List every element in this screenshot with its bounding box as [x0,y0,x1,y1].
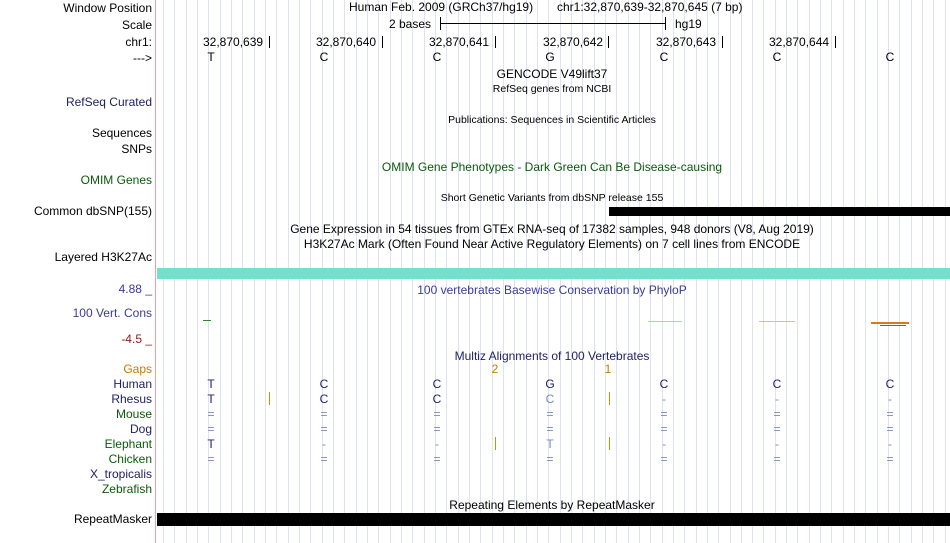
position-tick [382,36,383,48]
refseq-track-label[interactable]: RefSeq Curated [65,95,152,109]
position-tick [495,36,496,48]
chrom-label: chr1: [125,35,152,49]
strand-base: C [885,50,895,64]
conservation-signal [648,321,682,322]
dbsnp-feature[interactable] [609,207,950,216]
alignment-base: = [207,407,215,421]
alignment-base: G [545,377,555,391]
gap-count: 2 [491,362,499,376]
position-tick [269,36,270,48]
scale-db: hg19 [675,17,702,31]
alignment-base: - [662,392,666,406]
alignment-base: T [207,377,215,391]
alignment-base: = [886,407,894,421]
alignment-base: = [773,452,781,466]
alignment-base: = [886,452,894,466]
species-label-human: Human [113,377,152,391]
conservation-track-title: 100 vertebrates Basewise Conservation by PhyloP [417,283,687,297]
alignment-base: C [319,392,329,406]
alignment-base: = [660,422,668,436]
alignment-base: = [433,422,441,436]
alignment-base: = [546,452,554,466]
h3k27ac-signal[interactable] [157,268,950,279]
strand-label: ---> [133,51,152,65]
scale-label: Scale [121,18,152,32]
scale-bar [440,23,666,24]
alignment-base: C [432,377,442,391]
alignment-base: = [207,452,215,466]
alignment-base: = [546,407,554,421]
strand-base: C [432,50,442,64]
sequences-track-label[interactable]: Sequences [91,126,152,140]
alignment-base: - [322,437,326,451]
strand-base: C [659,50,669,64]
insertion-marker [495,437,496,450]
alignment-base: C [885,377,895,391]
position-tick [722,36,723,48]
conservation-signal [203,320,211,321]
strand-base: T [207,50,215,64]
gaps-label: Gaps [123,362,152,376]
alignment-base: - [775,437,779,451]
alignment-base: - [662,437,666,451]
species-label-elephant: Elephant [104,437,152,451]
alignment-base: C [772,377,782,391]
alignment-base: = [773,422,781,436]
alignment-base: = [320,452,328,466]
chrom-position: 32,870,640 [316,35,377,49]
species-label-rhesus: Rhesus [111,392,152,406]
chrom-position: 32,870,642 [543,35,604,49]
gtex-track-title: Gene Expression in 54 tissues from GTEx RNA-seq of 17382 samples, 948 donors (V8, Aug 2019) [290,222,814,236]
conservation-min-label: -4.5 _ [121,332,152,346]
repeatmasker-feature[interactable] [157,513,950,526]
dbsnp-track-title: Short Genetic Variants from dbSNP release 155 [440,192,664,204]
chrom-position: 32,870,643 [656,35,717,49]
alignment-base: T [207,392,215,406]
strand-base: C [319,50,329,64]
scale-bar-left-tick [440,17,441,30]
alignment-base: = [660,452,668,466]
conservation-signal [880,325,906,326]
alignment-base: = [320,407,328,421]
conservation-track-label[interactable]: 100 Vert. Cons [72,306,152,320]
alignment-base: - [775,392,779,406]
species-label-mouse: Mouse [115,407,152,421]
gencode-track-title: GENCODE V49lift37 [496,67,608,81]
alignment-base: = [886,422,894,436]
omim-track-title: OMIM Gene Phenotypes - Dark Green Can Be Disease-causing [381,160,723,174]
multiz-track-title: Multiz Alignments of 100 Vertebrates [454,349,650,363]
conservation-signal [759,321,795,322]
window-coordinates: chr1:32,870,639-32,870,645 (7 bp) [557,0,743,14]
refseq-track-title: RefSeq genes from NCBI [492,83,612,95]
position-tick [608,36,609,48]
alignment-base: C [432,392,442,406]
position-tick [835,36,836,48]
alignment-base: = [773,407,781,421]
alignment-base: - [435,437,439,451]
alignment-base: = [546,422,554,436]
alignment-base: = [660,407,668,421]
species-label-zebrafish: Zebrafish [101,482,152,496]
h3k27ac-track-title: H3K27Ac Mark (Often Found Near Active Regulatory Elements) on 7 cell lines from ENCODE [303,237,801,251]
alignment-base: = [320,422,328,436]
alignment-base: = [207,422,215,436]
species-label-chicken: Chicken [108,452,152,466]
alignment-base: T [546,437,554,451]
snps-track-label[interactable]: SNPs [121,142,152,156]
dbsnp-track-label[interactable]: Common dbSNP(155) [33,204,152,218]
strand-base: G [545,50,555,64]
alignment-base: = [433,452,441,466]
repeatmasker-track-label[interactable]: RepeatMasker [73,512,152,526]
insertion-marker [269,392,270,405]
alignment-base: C [659,377,669,391]
alignment-base: C [319,377,329,391]
alignment-base: - [888,437,892,451]
publications-track-title: Publications: Sequences in Scientific Articles [448,114,656,126]
assembly-title: Human Feb. 2009 (GRCh37/hg19) [349,0,534,14]
window-position-label: Window Position [63,1,152,15]
chrom-position: 32,870,644 [769,35,830,49]
insertion-marker [609,437,610,450]
scale-bar-right-tick [665,17,666,30]
alignment-base: - [888,392,892,406]
conservation-max-label: 4.88 _ [118,282,152,296]
repeatmasker-track-title: Repeating Elements by RepeatMasker [449,498,655,512]
chrom-position: 32,870,641 [429,35,490,49]
h3k27ac-track-label[interactable]: Layered H3K27Ac [54,250,152,264]
insertion-marker [609,392,610,405]
omim-track-label[interactable]: OMIM Genes [80,173,152,187]
label-separator [155,0,156,543]
gap-count: 1 [604,362,612,376]
alignment-base: C [545,392,555,406]
species-label-xtropicalis: X_tropicalis [89,467,152,481]
alignment-base: T [207,437,215,451]
chrom-position: 32,870,639 [203,35,264,49]
conservation-signal [871,322,909,324]
alignment-base: = [433,407,441,421]
strand-base: C [772,50,782,64]
scale-bases: 2 bases [389,17,432,31]
species-label-dog: Dog [129,422,152,436]
